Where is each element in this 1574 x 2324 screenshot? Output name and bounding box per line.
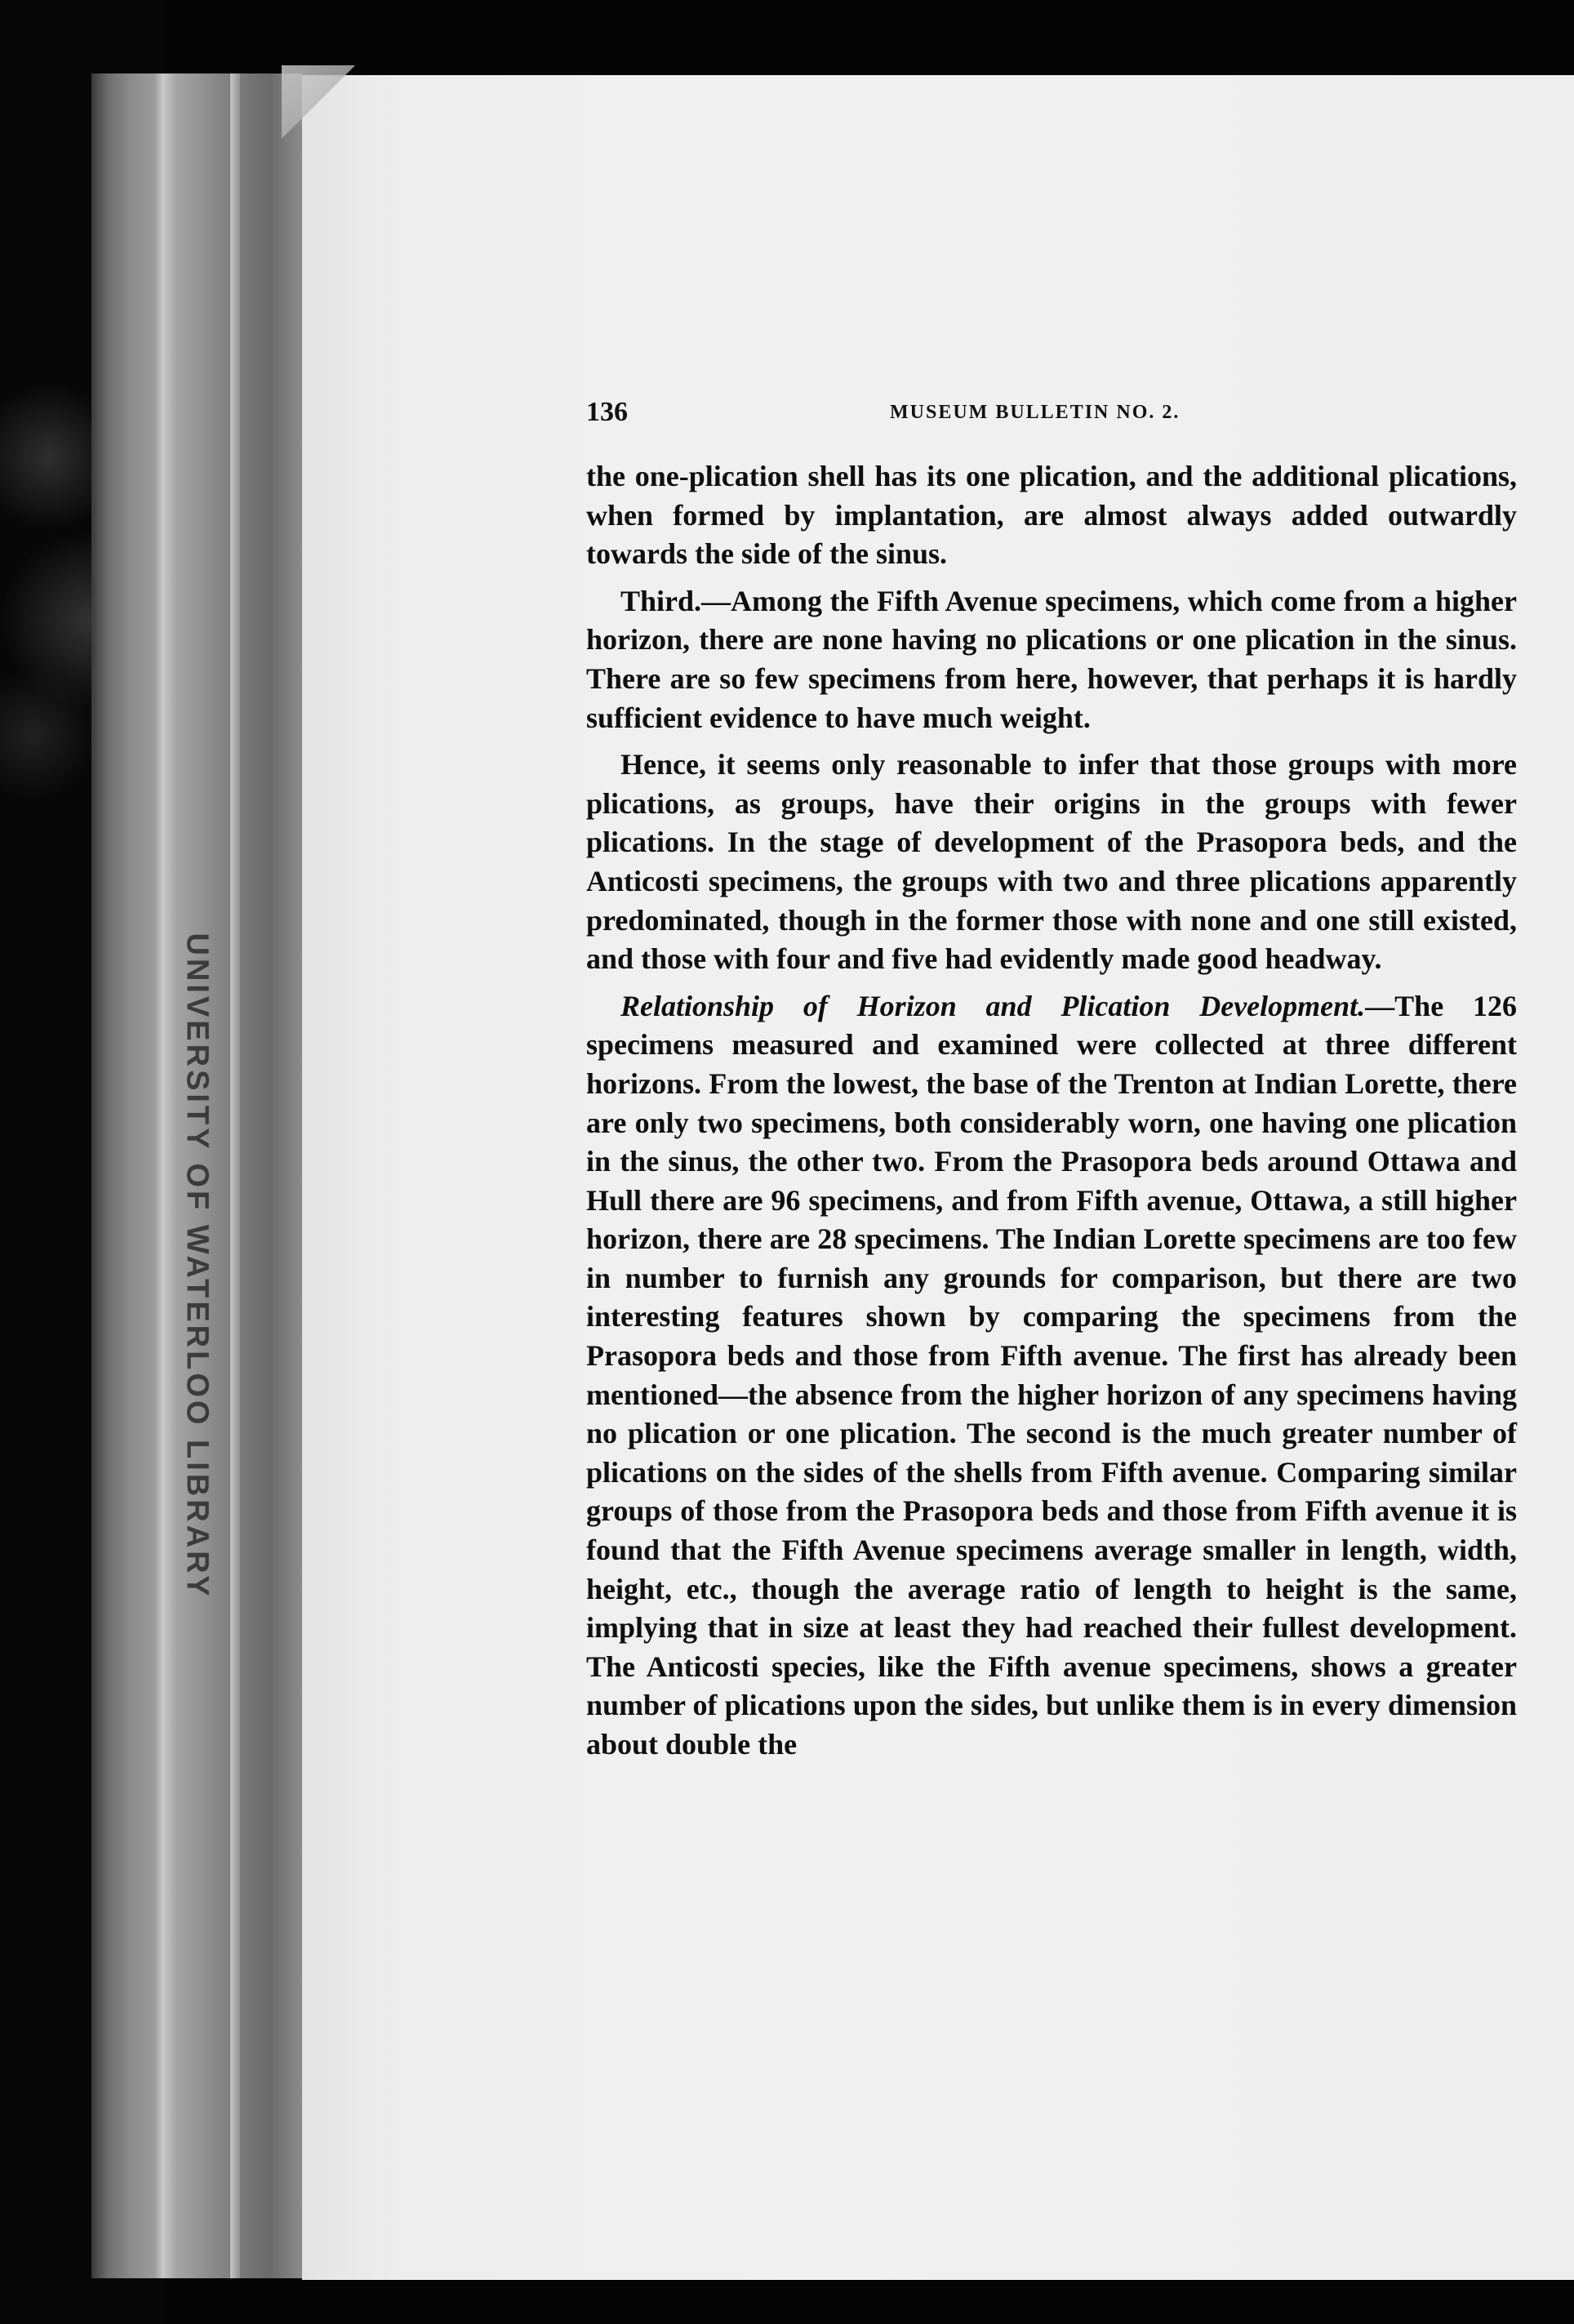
library-stamp [175,915,219,1617]
body-text [586,457,1517,1773]
paragraph-2 [586,582,1517,737]
paragraph-3 [586,746,1517,979]
paragraph-2-text: Third.—Among the Fifth Avenue specimens, which come from a higher horizon, there are none having no plications or one plication in the sinus. There are so few specimens from here, however, that perhaps it is hardly sufficient evidence to have much weight. [586,584,1517,734]
spine-fold [230,73,240,2278]
library-stamp-text: UNIVERSITY OF WATERLOO LIBRARY [180,933,215,1599]
paragraph-3-text: Hence, it seems only reasonable to infer that those groups with more plications, as groups, have their origins in the groups with fewer plications. In the stage of development of the Prasopora beds, and the Anticosti specimens, the groups with two and three plications apparently predominated, though in the former those with none and one still existed, and those with four and five had evidently made good headway. [586,748,1517,976]
section-heading: Relationship of Horizon and Plication Development. [620,989,1366,1022]
page-header [586,397,1517,438]
paragraph-1-text: the one-plication shell has its one plication, and the additional plications, when formed by implantation, are almost always added outwardly towards the side of the sinus. [586,460,1517,571]
running-head: MUSEUM BULLETIN NO. 2. [890,402,1180,423]
paragraph-4 [586,987,1517,1765]
paragraph-1 [586,457,1517,574]
paragraph-4-text: —The 126 specimens measured and examined were collected at three different horizons. From the lowest, the base of the Trenton at Indian Lorette, there are only two specimens, both considerably worn, one having one plication in the sinus, the other two. From the Prasopora beds around Ottawa and Hull there are 96 specimens, and from Fifth avenue, Ottawa, a still higher horizon, there are 28 specimens. The Indian Lorette specimens are too few in number to furnish any grounds for comparison, but there are two interesting features shown by comparing the specimens from the Prasopora beds and those from Fifth avenue. The first has already been mentioned—the absence from the higher horizon of any specimens having no plication or one plication. The second is the much greater number of plications on the sides of the shells from Fifth avenue. Comparing similar groups of those from the Prasopora beds and those from Fifth avenue it is found that the Fifth Avenue specimens average smaller in length, width, height, etc., though the average ratio of length to height is the same, implying that in size at least they had reached their fullest development. The Anticosti species, like the Fifth avenue specimens, shows a greater number of plications upon the sides, but unlike them is in every dimension about double the [586,989,1518,1761]
page-number: 136 [586,397,628,427]
